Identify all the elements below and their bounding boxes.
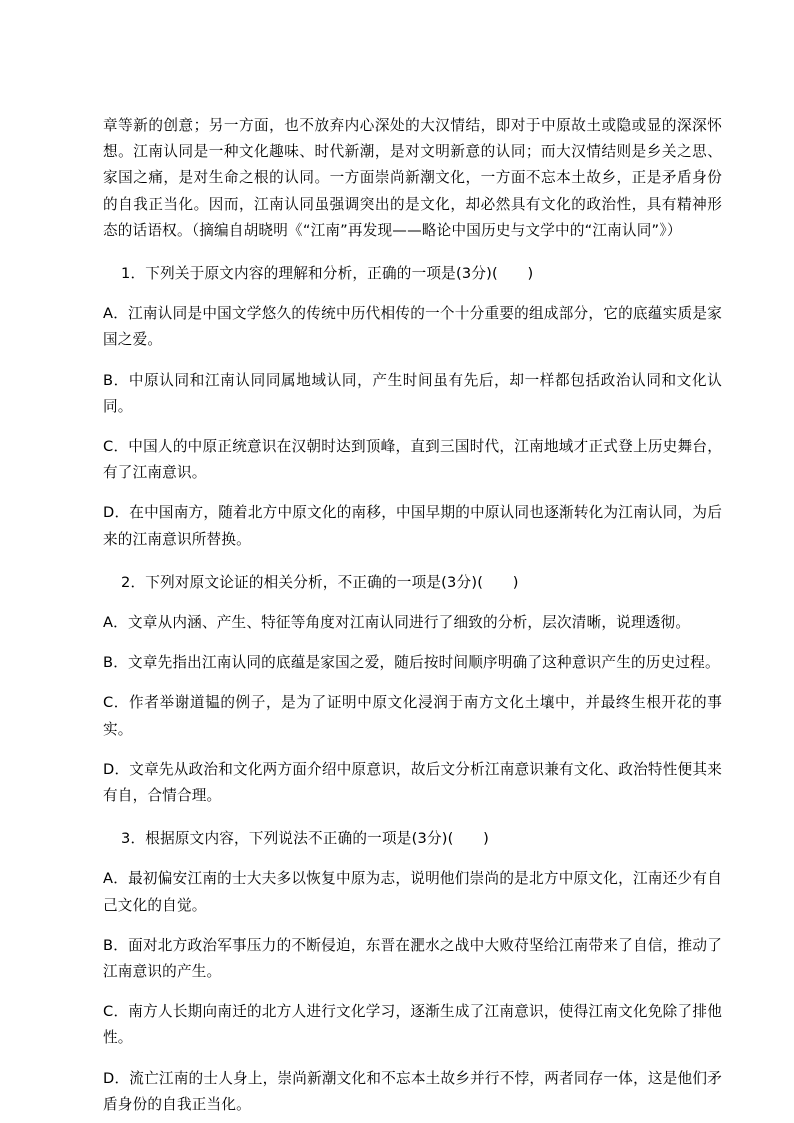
question-1 — [103, 261, 722, 553]
question-stem: 1．下列关于原文内容的理解和分析，正确的一项是(3分)( ) — [121, 265, 534, 283]
option-b: B．中原认同和江南认同同属地域认同，产生时间虽有先后，却一样都包括政治认同和文化认同。 — [103, 371, 722, 415]
question-2 — [103, 570, 722, 809]
option-d: D．流亡江南的士人身上，崇尚新潮文化和不忘本土故乡并行不悖，两者同存一体，这是他们矛盾身份的自我正当化。 — [103, 1069, 722, 1113]
option-a: A．江南认同是中国文学悠久的传统中历代相传的一个十分重要的组成部分，它的底蕴实质是家国之爱。 — [103, 305, 722, 349]
question-stem: 3．根据原文内容，下列说法不正确的一项是(3分)( ) — [121, 830, 490, 848]
option-d: D．在中国南方，随着北方中原文化的南移，中国早期的中原认同也逐渐转化为江南认同，为后来的江南意识所替换。 — [103, 504, 722, 548]
option-a: A．文章从内涵、产生、特征等角度对江南认同进行了细致的分析，层次清晰，说理透彻。 — [103, 614, 691, 632]
question-3 — [103, 826, 722, 1118]
question-stem: 2．下列对原文论证的相关分析，不正确的一项是(3分)( ) — [121, 573, 519, 591]
option-c: C．中国人的中原正统意识在汉朝时达到顶峰，直到三国时代，江南地域才正式登上历史舞台，有了江南意识。 — [103, 438, 722, 482]
option-b: B．面对北方政治军事压力的不断侵迫，东晋在淝水之战中大败苻坚给江南带来了自信，推动了江南意识的产生。 — [103, 936, 722, 981]
option-c: C．作者举谢道韫的例子，是为了证明中原文化浸润于南方文化土壤中，并最终生根开花的事实。 — [103, 694, 722, 738]
option-a: A．最初偏安江南的士大夫多以恢复中原为志，说明他们崇尚的是北方中原文化，江南还少有自己文化的自觉。 — [103, 870, 722, 914]
option-b: B．文章先指出江南认同的底蕴是家国之爱，随后按时间顺序明确了这种意识产生的历史过程。 — [103, 654, 720, 672]
option-d: D．文章先从政治和文化两方面介绍中原意识，故后文分析江南意识兼有文化、政治特性便其来有自，合情合理。 — [103, 760, 722, 805]
passage-text: 章等新的创意；另一方面，也不放弃内心深处的大汉情结，即对于中原故土或隐或显的深深怀想。江南认同是一种文化趣味、时代新潮，是对文明新意的认同；而大汉情结则是乡关之思、家国之痛，是对生命之根的认同。一方面崇尚新潮文化，一方面不忘本土故乡，正是矛盾身份的自我正当化。因而，江南认同虽强调突出的是文化，却必然具有文化的政治性，具有精神形态的话语权。（摘编自胡晓明《“江南”再发现——略论中国历史与文学中的“江南认同”》） — [103, 117, 722, 239]
option-c: C．南方人长期向南迁的北方人进行文化学习，逐渐生成了江南意识，使得江南文化免除了排他性。 — [103, 1003, 722, 1047]
